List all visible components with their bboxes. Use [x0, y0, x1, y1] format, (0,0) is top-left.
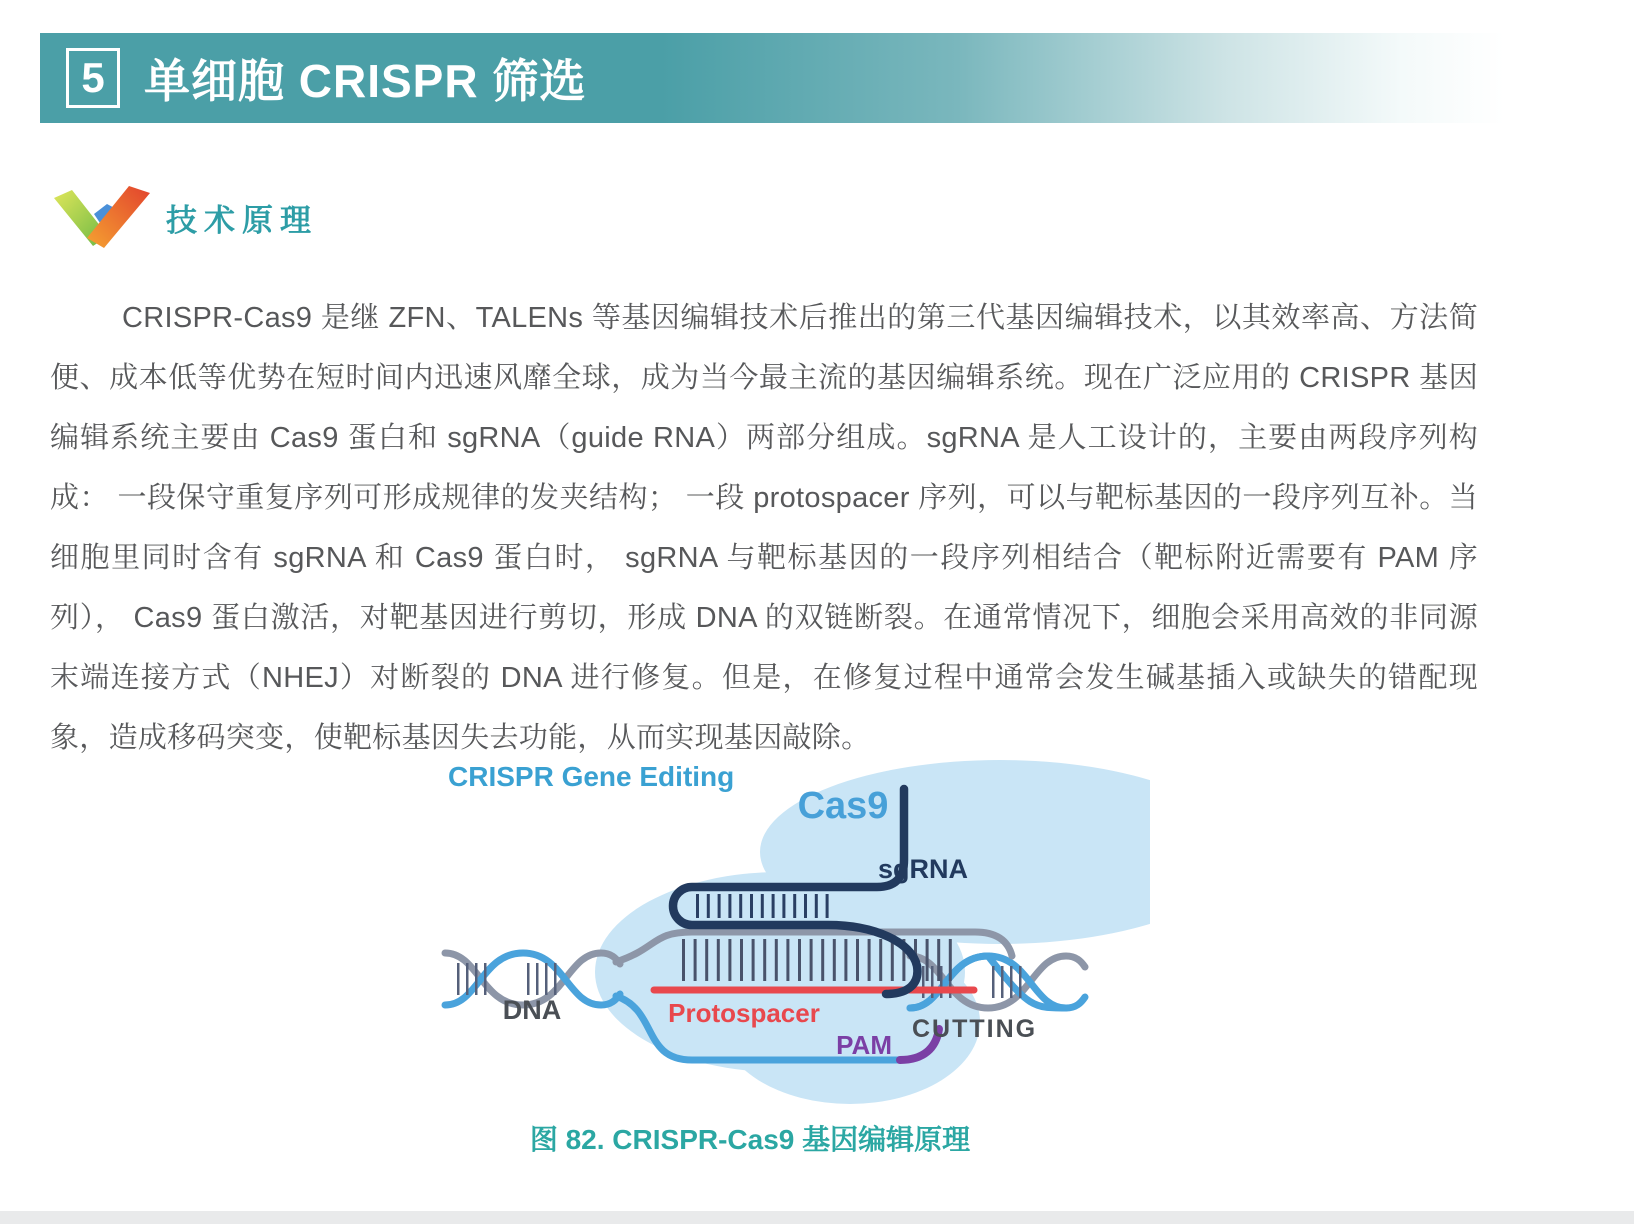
- sgrna-label: sgRNA: [878, 854, 969, 884]
- section-title: 技术原理: [166, 202, 318, 238]
- section-heading-row: [52, 186, 318, 248]
- figure-title: CRISPR Gene Editing: [448, 761, 735, 792]
- crispr-diagram: [430, 742, 1150, 1110]
- cas9-label: Cas9: [797, 785, 889, 827]
- figure-caption: 图 82. CRISPR-Cas9 基因编辑原理: [529, 1124, 971, 1155]
- chapter-title: 单细胞 CRISPR 筛选: [144, 55, 587, 107]
- chapter-number-box: 5: [66, 48, 120, 108]
- brand-checkmark-icon: [52, 186, 152, 248]
- footer-strip: [0, 1211, 1634, 1224]
- cutting-label: CUTTING: [912, 1015, 1038, 1043]
- dna-label: DNA: [502, 995, 562, 1025]
- body-paragraph: CRISPR-Cas9 是继 ZFN、TALENs 等基因编辑技术后推出的第三代基因编辑技术，以其效率高、方法简便、成本低等优势在短时间内迅速风靡全球，成为当今最主流的基因编辑系统。现在广泛应用的 CRISPR 基因编辑系统主要由 Cas9 蛋白和 sgRNA（guide RNA）两部分组成。sgRNA 是人工设计的，主要由两段序列构成： 一段保守重复序列可形成规律的发夹结构； 一段 protospacer 序列，可以与靶标基因的一段序列互补。当细胞里同时含有 sgRNA 和 Cas9 蛋白时， sgRNA 与靶标基因的一段序列相结合（靶标附近需要有 PAM 序列）， Cas9 蛋白激活，对靶基因进行剪切，形成 DNA 的双链断裂。在通常情况下，细胞会采用高效的非同源末端连接方式（NHEJ）对断裂的 DNA 进行修复。但是，在修复过程中通常会发生碱基插入或缺失的错配现象，造成移码突变，使靶标基因失去功能，从而实现基因敲除。: [50, 302, 1478, 754]
- protospacer-label: Protospacer: [668, 998, 820, 1028]
- chapter-banner: [40, 33, 1520, 123]
- pam-label: PAM: [836, 1030, 892, 1060]
